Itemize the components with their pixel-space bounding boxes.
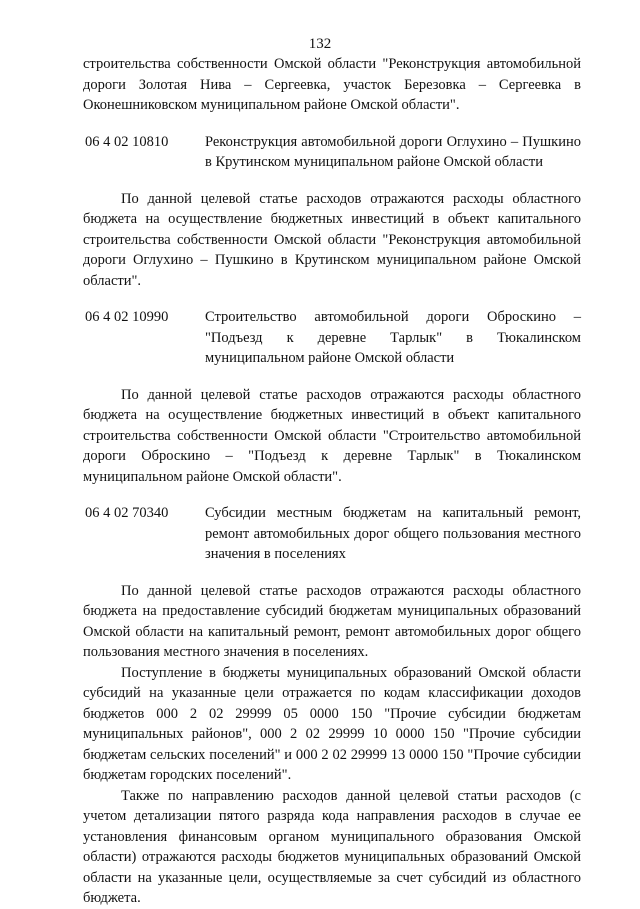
section-paragraph: По данной целевой статье расходов отражаются расходы областного бюджета на предоставление субсидий бюджетам муниципальных образований Омской области на капитальный ремонт, ремонт автомобильных дорог общего пользования местного значения в поселениях. [83, 582, 581, 660]
section-code: 06 4 02 70340 [85, 505, 169, 521]
section-paragraph: Поступление в бюджеты муниципальных образований Омской области субсидий на указанные цели отражается по кодам классификации доходов бюджетов 000 2 02 29999 05 0000 150 "Прочие субсидии бюджетам муниципальных районов", 000 2 02 29999 10 0000 150 "Прочие субсидии бюджетам сельских поселений" и 000 2 02 29999 13 0000 150 "Прочие субсидии бюджетам городских поселений". [83, 664, 581, 783]
section-title: Субсидии местным бюджетам на капитальный ремонт, ремонт автомобильных дорог общего пользования местного значения в поселениях [205, 505, 581, 562]
section-paragraph: Также по направлению расходов данной целевой статьи расходов (с учетом детализации пятого разряда кода направления расходов в случае ее установления финансовым органом муниципального образования Омской области) отражаются расходы бюджетов муниципальных образований Омской области на указанные цели, осуществляемые за счет субсидий из областного бюджета. [83, 787, 581, 906]
document-body [83, 54, 581, 909]
page-number: 132 [308, 36, 332, 52]
section-title: Строительство автомобильной дороги Оброскино – "Подъезд к деревне Тарлык" в Тюкалинском муниципальном районе Омской области [205, 309, 581, 366]
section-code: 06 4 02 10810 [85, 133, 169, 150]
section-entry-10990 [83, 307, 581, 369]
intro-paragraph: строительства собственности Омской области "Реконструкция автомобильной дороги Золотая Нива – Сергеевка, участок Березовка – Сергеевка в Оконешниковском муниципальном районе Омской области". [83, 56, 581, 113]
section-entry-10810 [83, 132, 581, 173]
section-paragraph: По данной целевой статье расходов отражаются расходы областного бюджета на осуществление бюджетных инвестиций в объект капитального строительства собственности Омской области "Строительство автомобильной дороги Оброскино – "Подъезд к деревне Тарлык" в Тюкалинском муниципальном районе Омской области". [83, 386, 581, 485]
section-paragraph: По данной целевой статье расходов отражаются расходы областного бюджета на осуществление бюджетных инвестиций в объект капитального строительства собственности Омской области "Реконструкция автомобильной дороги Оглухино – Пушкино в Крутинском муниципальном районе Омской области". [83, 190, 581, 289]
section-title: Реконструкция автомобильной дороги Оглухино – Пушкино в Крутинском муниципальном районе Омской области [205, 133, 581, 170]
section-code: 06 4 02 10990 [85, 309, 169, 325]
section-entry-70340 [83, 503, 581, 565]
